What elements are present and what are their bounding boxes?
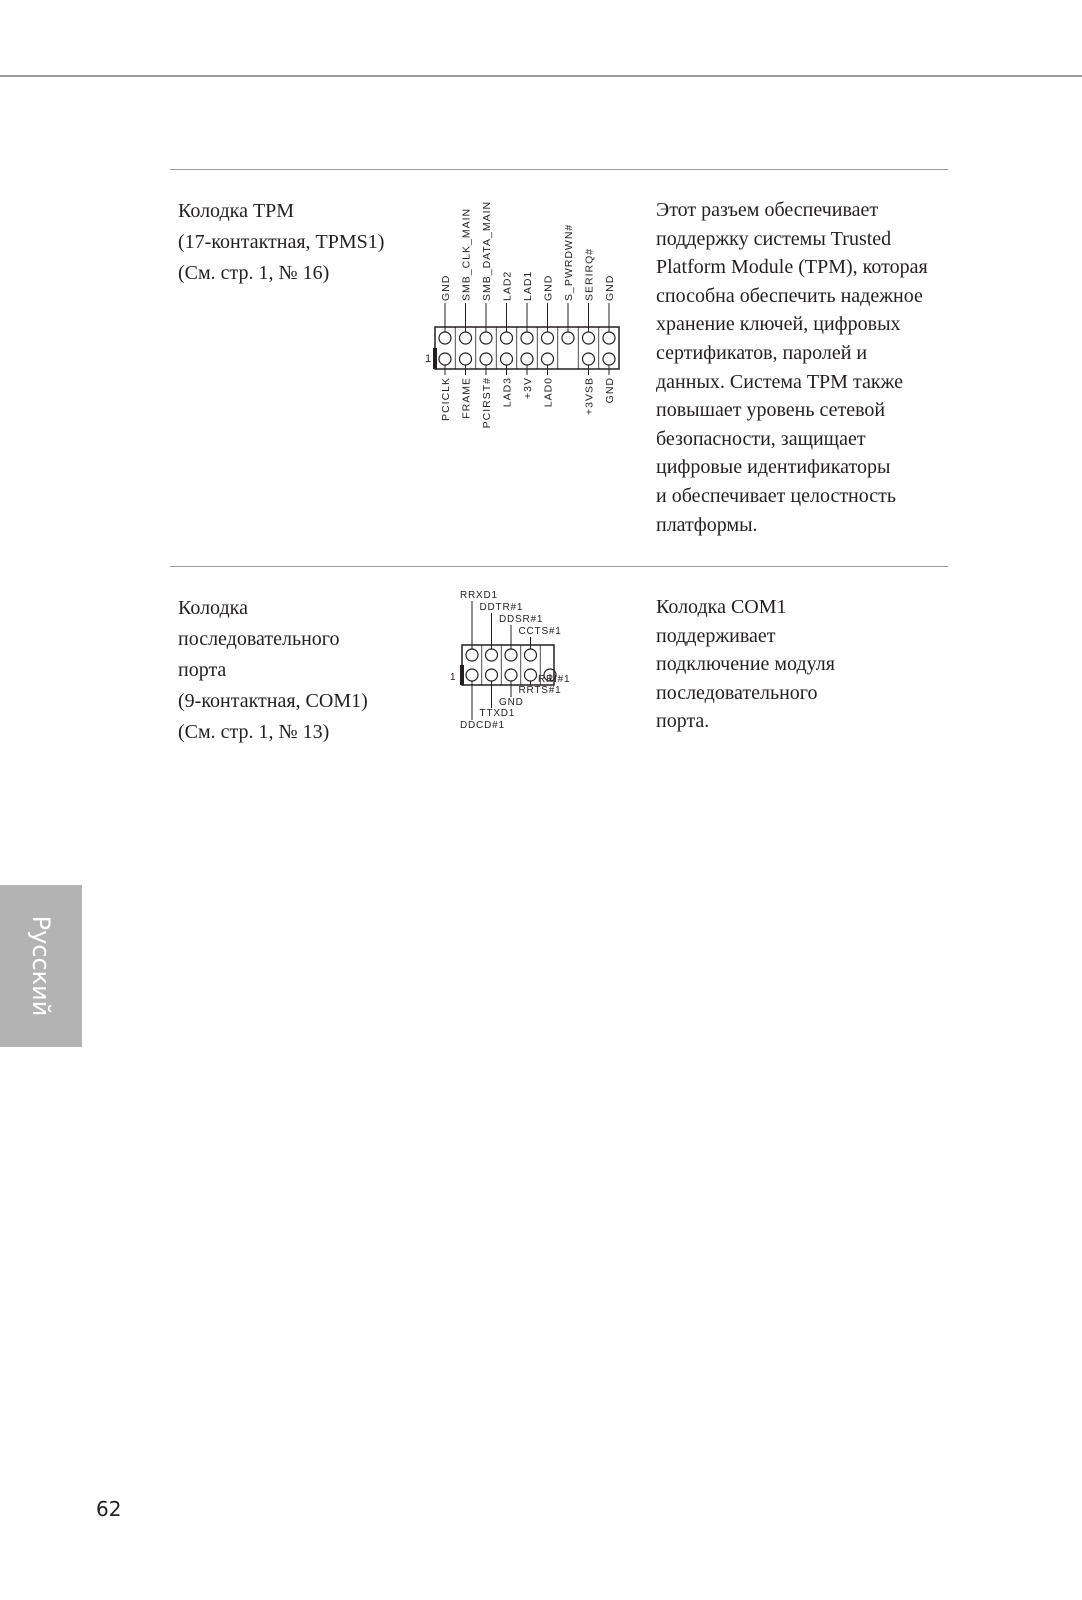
tpm-bottom-pin xyxy=(542,353,554,365)
tpm-description-line: Platform Module (TPM), которая xyxy=(656,256,928,279)
tpm-bottom-pin-label: GND xyxy=(604,377,616,404)
com-title-line: Колодка xyxy=(178,597,248,619)
com-bottom-pin xyxy=(505,669,517,681)
language-tab-label: Русский xyxy=(27,915,55,1017)
tpm-bottom-pin-label: LAD0 xyxy=(542,377,555,408)
tpm-top-pin-label: SERIRQ# xyxy=(583,247,596,301)
tpm-top-pin-label: LAD2 xyxy=(501,270,514,301)
tpm-description-line: поддержку системы Trusted xyxy=(656,227,892,250)
tpm-bottom-pin-label: PCIRST# xyxy=(481,377,493,429)
com-top-pin xyxy=(486,649,498,661)
table-rule-top xyxy=(170,169,948,170)
tpm-title-line: (См. стр. 1, № 16) xyxy=(178,262,330,284)
com-bottom-pin-label: RRI#1 xyxy=(538,674,571,685)
tpm-top-pin-label: GND xyxy=(542,274,555,301)
tpm-bottom-pin xyxy=(603,353,615,365)
tpm-top-pin xyxy=(603,332,615,344)
page-number: 62 xyxy=(96,1497,122,1521)
header-rule xyxy=(0,75,1082,77)
com-description-line: порта. xyxy=(656,710,710,733)
com-bottom-pin xyxy=(525,669,537,681)
table-rule-middle xyxy=(170,566,948,567)
tpm-top-pin xyxy=(439,332,451,344)
tpm-title-line: (17-контактная, TPMS1) xyxy=(178,231,385,253)
com-top-pin-label: CCTS#1 xyxy=(518,626,562,637)
tpm-header-diagram xyxy=(418,195,628,435)
com-top-pin-label: RRXD1 xyxy=(460,590,498,601)
com-title-line: (См. стр. 1, № 13) xyxy=(178,721,330,743)
com-bottom-pin-label: GND xyxy=(499,697,524,708)
tpm-description-line: и обеспечивает целостность xyxy=(656,484,896,507)
tpm-top-pin-label: S_PWRDWN# xyxy=(563,223,575,301)
tpm-description xyxy=(656,196,928,539)
com-top-pin xyxy=(466,649,478,661)
tpm-bottom-pin-label: PCICLK xyxy=(440,377,452,421)
com-top-pin xyxy=(505,649,517,661)
com-bottom-pin xyxy=(486,669,498,681)
tpm-top-pin xyxy=(542,332,554,344)
com-title-line: порта xyxy=(178,659,227,681)
tpm-top-pin xyxy=(501,332,513,344)
com-bottom-pin-label: TTXD1 xyxy=(479,708,516,719)
tpm-bottom-pin xyxy=(460,353,472,365)
com-bottom-pin xyxy=(466,669,478,681)
com-title-line: последовательного xyxy=(178,628,340,650)
com-top-pin xyxy=(525,649,537,661)
tpm-bottom-pin-label: FRAME xyxy=(460,377,473,419)
tpm-description-line: платформы. xyxy=(656,513,758,536)
tpm-bottom-pin xyxy=(480,353,492,365)
com-bottom-pin-label: RRTS#1 xyxy=(518,685,562,696)
tpm-bottom-pin-label: LAD3 xyxy=(501,377,514,408)
com-description xyxy=(656,593,835,736)
tpm-top-pin-label: GND xyxy=(604,274,616,301)
language-tab xyxy=(0,885,82,1047)
com-title xyxy=(178,593,368,748)
tpm-description-line: способна обеспечить надежное xyxy=(656,284,923,307)
tpm-top-pin xyxy=(480,332,492,344)
tpm-title-line: Колодка TPM xyxy=(178,200,295,222)
tpm-bottom-pin-label: +3VSB xyxy=(583,377,596,415)
com-bottom-pin-label: DDCD#1 xyxy=(460,720,505,731)
tpm-top-pin-label: LAD1 xyxy=(522,270,534,301)
tpm-pin1-label: 1 xyxy=(425,353,432,365)
tpm-title xyxy=(178,196,384,289)
com-top-pin-label: DDSR#1 xyxy=(499,614,544,625)
tpm-missing-pin xyxy=(560,351,576,367)
tpm-top-pin-label: SMB_DATA_MAIN xyxy=(481,200,493,301)
tpm-bottom-pin-label: +3V xyxy=(522,377,534,399)
tpm-top-pin-label: SMB_CLK_MAIN xyxy=(460,207,473,301)
tpm-top-pin xyxy=(521,332,533,344)
com-description-line: поддерживает xyxy=(656,624,776,647)
tpm-top-pin-label: GND xyxy=(440,274,452,301)
tpm-bottom-pin xyxy=(521,353,533,365)
com-description-line: Колодка COM1 xyxy=(656,596,787,618)
com-top-pin-label: DDTR#1 xyxy=(479,602,524,613)
tpm-top-pin xyxy=(460,332,472,344)
tpm-bottom-pin xyxy=(501,353,513,365)
tpm-bottom-pin xyxy=(439,353,451,365)
tpm-top-pin xyxy=(583,332,595,344)
tpm-bottom-pin xyxy=(583,353,595,365)
com-title-line: (9-контактная, COM1) xyxy=(178,690,368,712)
com-header-diagram xyxy=(440,590,600,750)
tpm-description-line: данных. Система TPM также xyxy=(656,370,903,393)
tpm-description-line: безопасности, защищает xyxy=(656,427,866,450)
com-description-line: последовательного xyxy=(656,681,818,704)
com-pin1-label: 1 xyxy=(450,672,456,683)
tpm-description-line: повышает уровень сетевой xyxy=(656,399,886,422)
tpm-description-line: сертификатов, паролей и xyxy=(656,341,868,364)
tpm-top-pin xyxy=(562,332,574,344)
tpm-description-line: Этот разъем обеспечивает xyxy=(656,199,879,221)
tpm-description-line: хранение ключей, цифровых xyxy=(656,313,901,336)
com-description-line: подключение модуля xyxy=(656,653,835,676)
tpm-description-line: цифровые идентификаторы xyxy=(656,456,891,479)
